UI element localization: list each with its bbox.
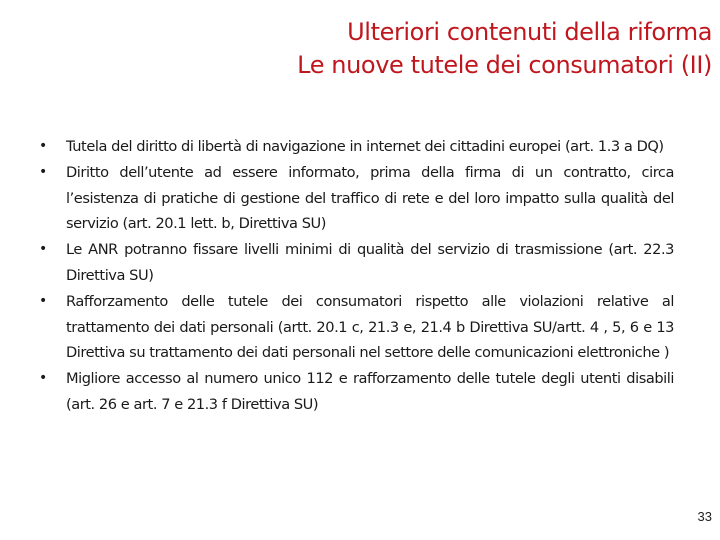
title-line-1: Ulteriori contenuti della riforma [347, 18, 712, 46]
bullet-item [36, 366, 674, 418]
page-number: 33 [697, 509, 712, 524]
bullet-item [36, 289, 674, 366]
bullet-list [36, 134, 674, 418]
bullet-item [36, 237, 674, 289]
title-line-2: Le nuove tutele dei consumatori (II) [297, 51, 712, 79]
bullet-icon: • [39, 292, 47, 309]
bullet-text: Rafforzamento delle tutele dei consumatori rispetto alle violazioni relative al trattamento dei dati personali (artt. 20.1 c, 21.3 e, 21.4 b Direttiva SU/artt. 4 , 5, 6 e 13 Direttiva su trattamento dei dati personali nel settore delle comunicazioni elettroniche ) [66, 292, 674, 362]
bullet-icon: • [39, 370, 47, 387]
bullet-text: Le ANR potranno fissare livelli minimi di qualità del servizio di trasmissione (art. 22.3 Direttiva SU) [66, 241, 674, 284]
bullet-text: Diritto dell’utente ad essere informato, prima della firma di un contratto, circa l’esistenza di pratiche di gestione del traffico di rete e del loro impatto sulla qualità del servizio (art. 20.1 lett. b, Direttiva SU) [66, 163, 674, 233]
bullet-icon: • [39, 138, 47, 154]
bullet-text: Migliore accesso al numero unico 112 e rafforzamento delle tutele degli utenti disabili (art. 26 e art. 7 e 21.3 f Direttiva SU) [66, 370, 674, 413]
bullet-item [36, 134, 674, 160]
bullet-icon: • [39, 163, 47, 180]
bullet-icon: • [39, 241, 47, 258]
bullet-text: Tutela del diritto di libertà di navigazione in internet dei cittadini europei (art. 1.3 a DQ) [66, 138, 664, 155]
bullet-item [36, 160, 674, 237]
slide-title [152, 16, 712, 82]
